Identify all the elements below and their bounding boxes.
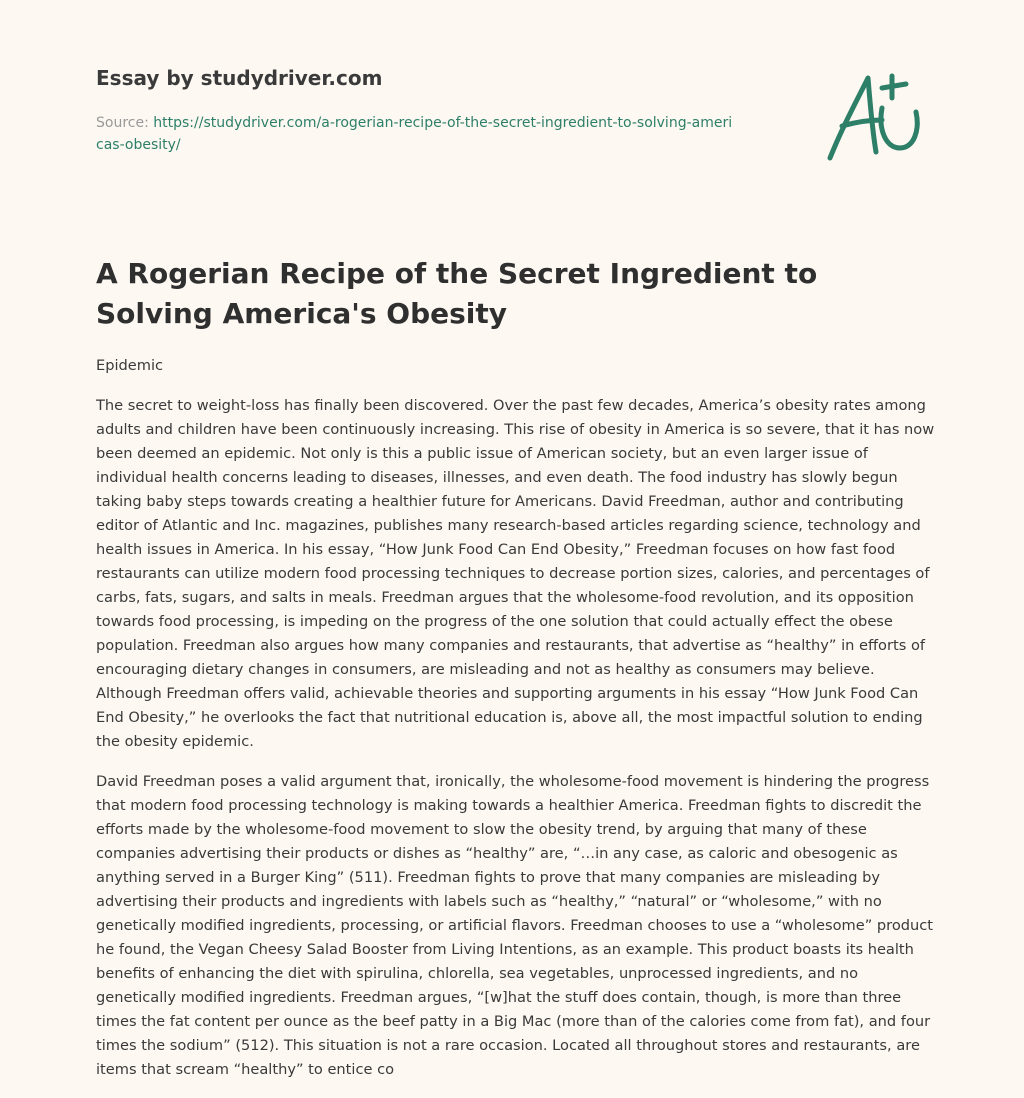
paragraph: The secret to weight-loss has finally been discovered. Over the past few decades, America’s obesity rates among adults and children have been continuously increasing. This rise of obesity in America is so severe, that it has now been deemed an epidemic. Not only is this a public issue of American society, but an even larger issue of individual health concerns leading to diseases, illnesses, and even death. The food industry has slowly begun taking baby steps towards creating a healthier future for Americans. David Freedman, author and contributing editor of Atlantic and Inc. magazines, publishes many research-based articles regarding science, technology and health issues in America. In his essay, “How Junk Food Can End Obesity,” Freedman focuses on how fast food restaurants can utilize modern food processing techniques to decrease portion sizes, calories, and percentages of carbs, fats, sugars, and salts in meals. Freedman argues that the wholesome-food revolution, and its opposition towards food processing, is impeding on the progress of the one solution that could actually effect the obese population. Freedman also argues how many companies and restaurants, that advertise as “healthy” in efforts of encouraging dietary changes in consumers, are misleading and not as healthy as consumers may believe. Although Freedman offers valid, achievable theories and supporting arguments in his essay “How Junk Food Can End Obesity,” he overlooks the fact that nutritional education is, above all, the most impactful solution to ending the obesity epidemic. xyxy=(96,397,935,750)
paragraph: David Freedman poses a valid argument that, ironically, the wholesome-food movement is hindering the progress that modern food processing technology is making towards a healthier America. Freedman fights to discredit the efforts made by the wholesome-food movement to slow the obesity trend, by arguing that many of these companies advertising their products or dishes as “healthy” are, “…in any case, as caloric and obesogenic as anything served in a Burger King” (511). Freedman fights to prove that many companies are misleading by advertising their products and ingredients with labels such as “healthy,” “natural” or “wholesome,” with no genetically modified ingredients, processing, or artificial flavors. Freedman chooses to use a “wholesome” product he found, the Vegan Cheesy Salad Booster from Living Intentions, as an example. This product boasts its health benefits of enhancing the diet with spirulina, chlorella, sea vegetables, unprocessed ingredients, and no genetically modified ingredients. Freedman argues, “[w]hat the stuff does contain, though, is more than three times the fat content per ounce as the beef patty in a Big Mac (more than of the calories come from fat), and four times the sodium” (512). This situation is not a rare occasion. Located all throughout stores and restaurants, are items that scream “healthy” to entice co xyxy=(96,773,934,1078)
a-plus-logo-icon xyxy=(822,66,928,166)
source-label: Source: xyxy=(96,115,149,131)
page-header xyxy=(96,64,736,156)
source-link[interactable]: https://studydriver.com/a-rogerian-recipe-of-the-secret-ingredient-to-solving-americas-obesity/ xyxy=(96,115,733,153)
site-brand: Essay by studydriver.com xyxy=(96,66,383,90)
article-subtitle: Epidemic xyxy=(96,357,164,374)
source-line xyxy=(96,112,736,156)
article-body xyxy=(96,354,936,1098)
article-title: A Rogerian Recipe of the Secret Ingredient to Solving America's Obesity xyxy=(96,257,818,330)
